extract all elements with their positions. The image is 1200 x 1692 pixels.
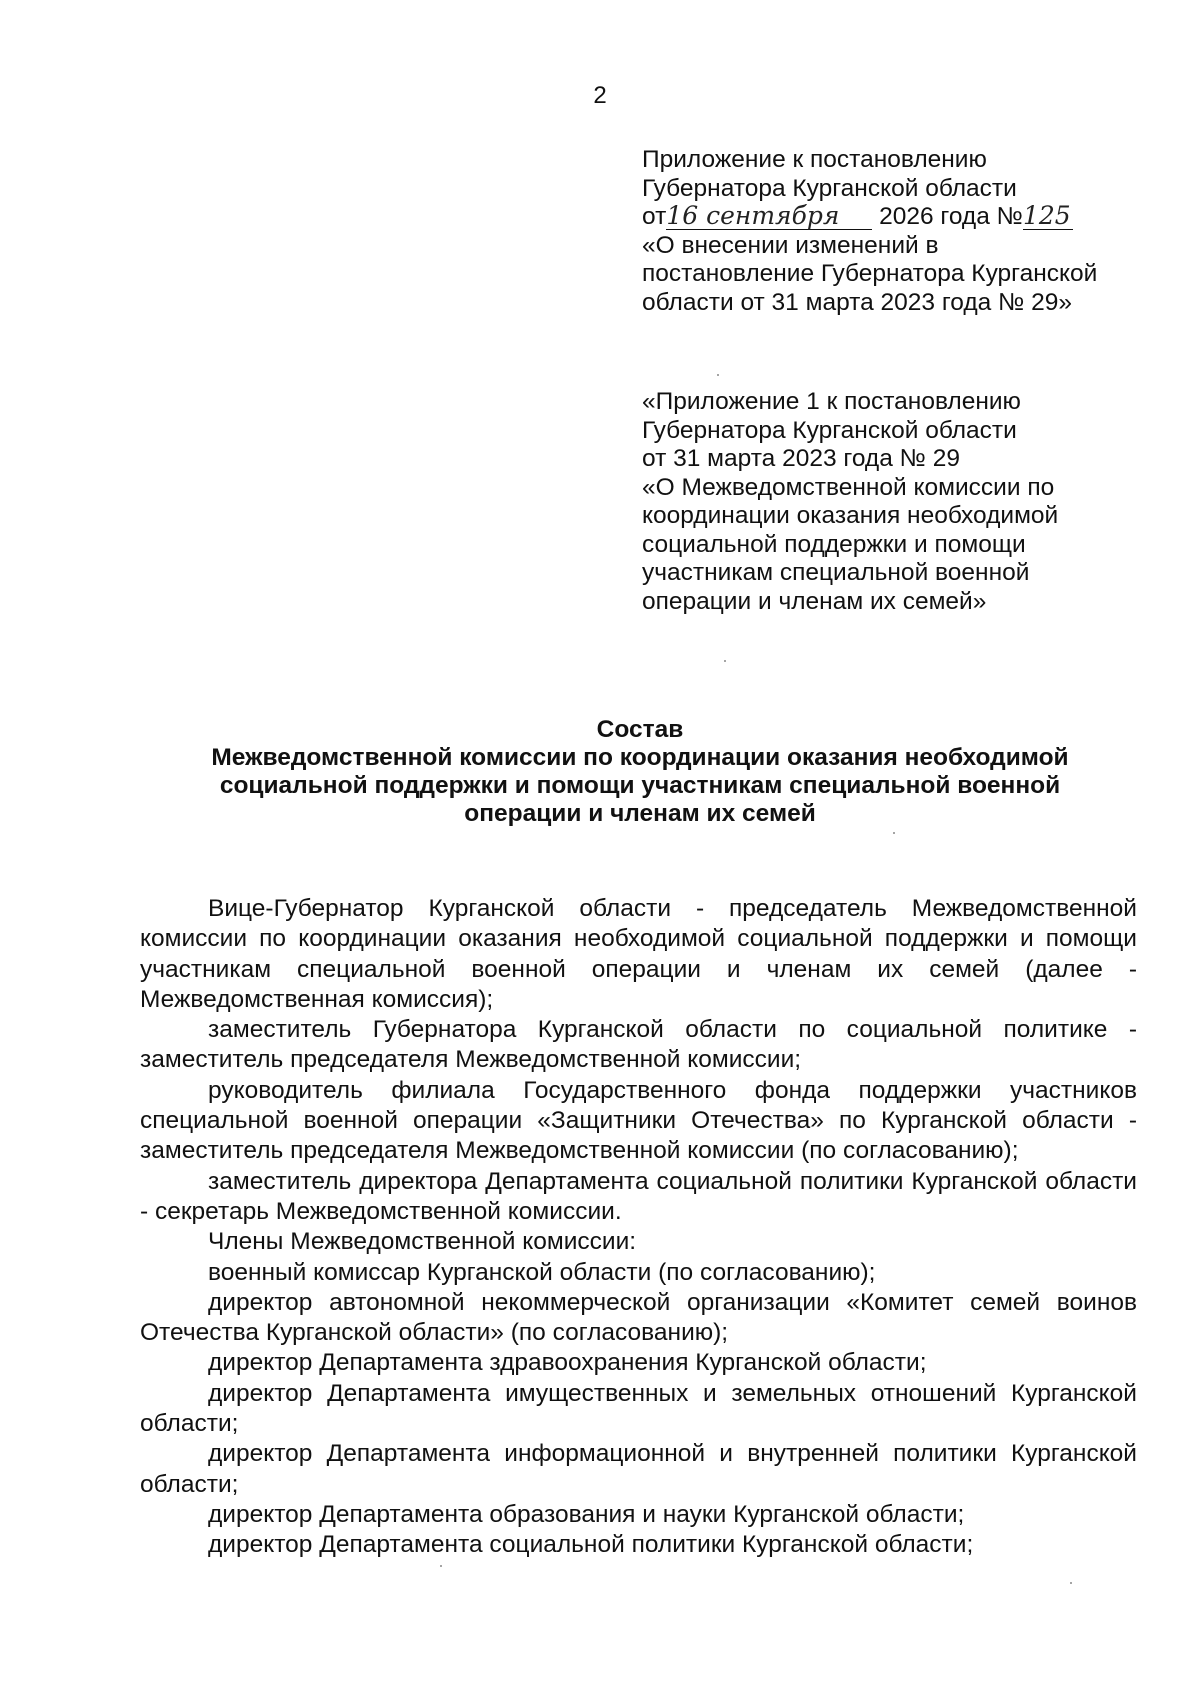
- appendix-quote-line: операции и членам их семей»: [642, 587, 987, 615]
- scan-speck: [893, 832, 895, 834]
- title-line: операции и членам их семей: [464, 800, 816, 827]
- appendix-quote-line: Губернатора Курганской области: [642, 416, 1017, 444]
- member-paragraph: заместитель директора Департамента социальной политики Курганской области - секретарь Межведомственной комиссии.: [140, 1167, 1137, 1225]
- member-paragraph: руководитель филиала Государственного фонда поддержки участников специальной военной операции «Защитники Отечества» по Курганской области - заместитель председателя Межведомственной комиссии (по согласованию);: [140, 1076, 1137, 1165]
- member-paragraph: директор Департамента социальной политики Курганской области;: [208, 1531, 974, 1559]
- appendix-quote-line: участникам специальной военной: [642, 559, 1030, 586]
- member-paragraph: Вице-Губернатор Курганской области - председатель Межведомственной комиссии по координации оказания необходимой социальной поддержки и помощи участникам специальной военной операции и членам их семей (далее - Межведомственная комиссия);: [140, 895, 1137, 1013]
- appendix-header-line: Губернатора Курганской области: [642, 174, 1017, 202]
- member-paragraph: директор Департамента информационной и внутренней политики Курганской области;: [140, 1440, 1137, 1498]
- member-paragraph: директор Департамента имущественных и земельных отношений Курганской области;: [140, 1379, 1137, 1438]
- appendix-date-line: [642, 203, 1182, 232]
- handwritten-date: [666, 201, 872, 230]
- member-paragraph: заместитель Губернатора Курганской области по социальной политике - заместитель председателя Межведомственной комиссии;: [140, 1016, 1137, 1074]
- commission-members-list: [140, 894, 1137, 1561]
- appendix-quote-line: «О Межведомственной комиссии по: [642, 473, 1055, 501]
- member-paragraph: директор Департамента образования и науки Курганской области;: [208, 1500, 965, 1528]
- title-line: Межведомственной комиссии по координации оказания необходимой: [211, 744, 1069, 771]
- appendix-header-line: области от 31 марта 2023 года № 29»: [642, 288, 1073, 316]
- title-line: социальной поддержки и помощи участникам специальной военной: [219, 772, 1061, 799]
- member-paragraph: директор Департамента здравоохранения Курганской области;: [208, 1349, 927, 1377]
- member-paragraph: военный комиссар Курганской области (по согласованию);: [208, 1258, 876, 1286]
- document-title: [150, 716, 1130, 828]
- handwritten-number: [1022, 201, 1073, 230]
- handwritten-date-text: 16 сентября: [666, 201, 840, 230]
- appendix-quote-line: «Приложение 1 к постановлению: [642, 388, 1021, 415]
- scan-speck: [440, 1565, 442, 1567]
- appendix-quote-line: от 31 марта 2023 года № 29: [642, 445, 960, 472]
- date-year: 2026 года №: [879, 203, 1023, 230]
- date-prefix: от: [642, 203, 667, 230]
- scan-speck: [724, 660, 726, 662]
- appendix-quote-line: координации оказания необходимой: [642, 502, 1059, 529]
- scan-speck: [1070, 1582, 1072, 1584]
- appendix-header-line: постановление Губернатора Курганской: [642, 260, 1098, 287]
- appendix-header: [642, 146, 1182, 317]
- appendix-header-line: «О внесении изменений в: [642, 231, 939, 259]
- handwritten-number-text: 125: [1022, 201, 1071, 230]
- page-number: 2: [593, 82, 607, 109]
- title-line: Состав: [596, 716, 684, 743]
- appendix-quote: [642, 388, 1182, 616]
- scan-speck: [717, 374, 719, 376]
- appendix-quote-line: социальной поддержки и помощи: [642, 530, 1026, 558]
- members-heading: Члены Межведомственной комиссии:: [208, 1228, 637, 1256]
- appendix-header-line: Приложение к постановлению: [642, 146, 987, 173]
- member-paragraph: директор автономной некоммерческой организации «Комитет семей воинов Отечества Курганской области» (по согласованию);: [140, 1288, 1137, 1347]
